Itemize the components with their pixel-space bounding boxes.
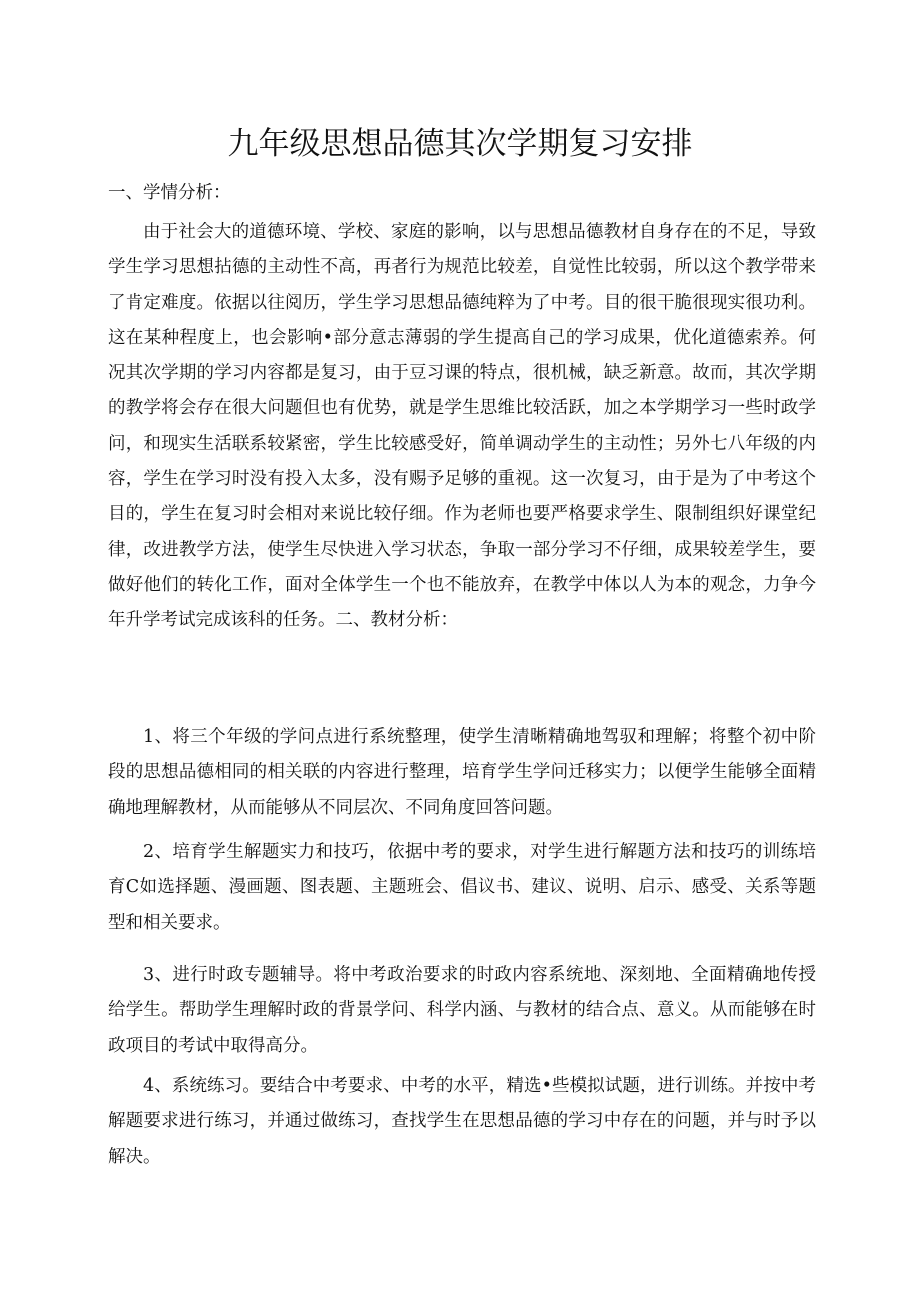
paragraph-item-1: 1、将三个年级的学问点进行系统整理，使学生清晰精确地驾驭和理解；将整个初中阶段的思想品德相同的相关联的内容进行整理，培育学生学问迁移实力；以便学生能够全面精确地理解教材，从而能够从不同层次、不同角度回答问题。: [108, 727, 816, 818]
paragraph-item-2: 2、培育学生解题实力和技巧，依据中考的要求，对学生进行解题方法和技巧的训练培育C如选择题、漫画题、图表题、主题班会、倡议书、建议、说明、启示、感受、关系等题型和相关要求。: [108, 842, 816, 933]
section-heading-learning-analysis: 一、学情分析：: [108, 183, 231, 203]
paragraph-learning-analysis: 由于社会大的道德环境、学校、家庭的影响，以与思想品德教材自身存在的不足，导致学生学习思想拈德的主动性不高，再者行为规范比较差，自觉性比较弱，所以这个教学带来了肯定难度。依据以往阅历，学生学习思想品德纯粹为了中考。目的很干脆很现实很功利。这在某种程度上，也会影响•部分意志薄弱的学生提高自己的学习成果，优化道德索养。何况其次学期的学习内容都是复习，由于豆习课的特点，很机械，缺乏新意。故而，其次学期的教学将会存在很大问题但也有优势，就是学生思维比较活跃，加之本学期学习一些时政学问，和现实生活联系较紧密，学生比较感受好，简单调动学生的主动性；另外七八年级的内容，学生在学习时没有投入太多，没有赐予足够的重视。这一次复习，由于是为了中考这个目的，学生在复习时会相对来说比较仔细。作为老师也要严格要求学生、限制组织好课堂纪律，改进教学方法，使学生尽快进入学习状态，争取一部分学习不仔细，成果较差学生，要做好他们的转化工作，面对全体学生一个也不能放弃，在教学中体以人为本的观念，力争今年升学考试完成该科的任务。二、教材分析：: [108, 222, 816, 631]
paragraph-item-4: 4、系统练习。要结合中考要求、中考的水平，精选•些模拟试题，进行训练。并按中考解题要求进行练习，并通过做练习，查找学生在思想品德的学习中存在的问题，并与时予以解决。: [108, 1076, 816, 1167]
paragraph-item-3: 3、进行时政专题辅导。将中考政治要求的时政内容系统地、深刻地、全面精确地传授给学生。帮助学生理解时政的背景学问、科学内涵、与教材的结合点、意义。从而能够在时政项目的考试中取得高分。: [108, 965, 816, 1056]
document-title: 九年级思想品德其次学期复习安排: [227, 126, 693, 162]
